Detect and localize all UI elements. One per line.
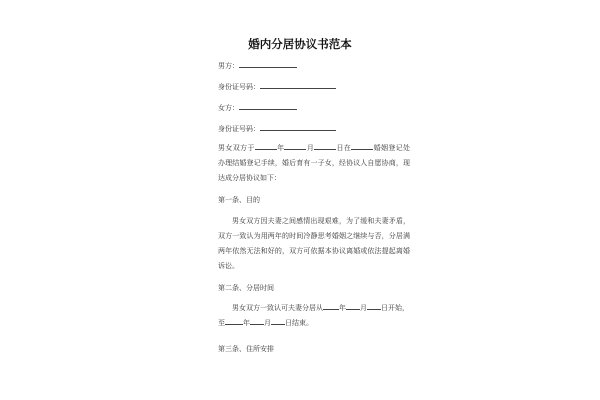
end-month-blank[interactable] [250,317,264,325]
male-id-blank[interactable] [260,81,336,89]
intro-day-blank[interactable] [314,142,336,150]
intro-text-rest: 婚姻登记处办理结婚登记手续，婚后育有一子女，经协议人自愿协商，现达成分居协议如下： [218,144,411,182]
female-id-label: 身份证号码： [218,125,260,133]
male-id-label: 身份证号码： [218,83,260,91]
start-day-blank[interactable] [367,302,381,310]
male-blank[interactable] [239,60,297,68]
female-label: 女方： [218,104,239,112]
article2-to: 至 [218,319,225,327]
intro-year-blank[interactable] [255,142,277,150]
intro-text-1: 男女双方于 [218,144,255,152]
female-id-blank[interactable] [260,123,336,131]
end-year-label: 年 [243,319,250,327]
start-month-label: 月 [360,304,367,312]
article2-heading: 第二条、分居时间 [218,284,274,292]
start-day-label: 日开始， [381,304,409,312]
intro-year-label: 年 [276,144,285,152]
end-year-blank[interactable] [225,317,243,325]
intro-place-blank[interactable] [351,142,373,150]
intro-month-blank[interactable] [284,142,306,150]
male-id-line [218,81,408,92]
female-blank[interactable] [239,102,297,110]
start-month-blank[interactable] [346,302,360,310]
article1-heading: 第一条、目的 [218,196,260,204]
intro-paragraph [218,141,410,186]
start-year-label: 年 [339,304,346,312]
intro-month-label: 月 [306,144,315,152]
female-id-line [218,123,408,134]
start-year-blank[interactable] [323,302,339,310]
male-label: 男方： [218,62,239,70]
article2-text-1: 男女双方一致认可夫妻分居从 [232,304,323,312]
article1-body: 男女双方因夫妻之间感情出现艰难，为了缓和夫妻矛盾，双方一致认为用两年的时间冷静思考婚姻之继续与否，分居满两年依然无法和好的，双方可依据本协议离婚或依法提起离婚诉讼。 [218,217,410,270]
end-day-label: 日结束。 [285,319,313,327]
female-line [218,102,408,113]
intro-day-label: 日在 [336,144,352,152]
end-month-label: 月 [264,319,271,327]
document-title: 婚内分居协议书范本 [248,37,352,51]
male-line [218,60,408,71]
article2-body [218,301,410,331]
end-day-blank[interactable] [271,317,285,325]
article3-heading: 第三条、住所安排 [218,345,274,353]
